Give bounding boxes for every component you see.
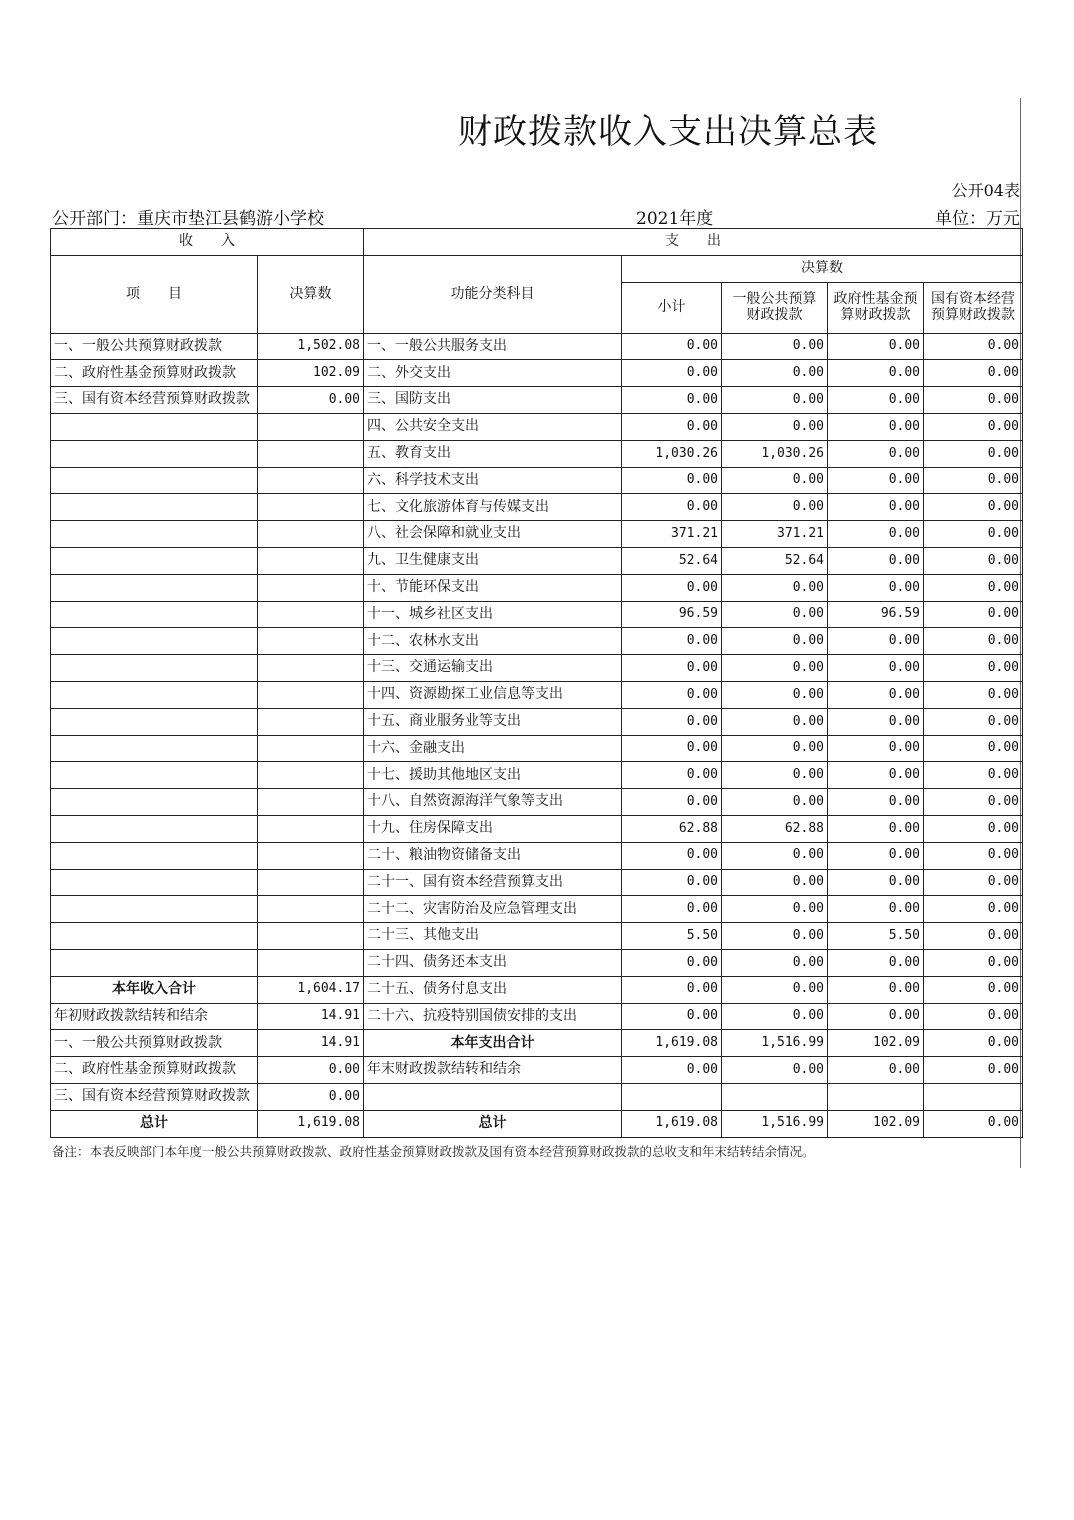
gov-fund-cell: 0.00 (828, 467, 924, 494)
income-amount-cell (258, 681, 364, 708)
subtotal-cell: 0.00 (622, 628, 722, 655)
general-budget-cell: 0.00 (722, 976, 828, 1003)
general-budget-cell: 0.00 (722, 762, 828, 789)
department-label: 公开部门：重庆市垫江县鹤游小学校 (52, 209, 324, 229)
table-row (51, 387, 1023, 414)
income-item-cell: 年初财政拨款结转和结余 (51, 1003, 258, 1030)
general-budget-cell: 0.00 (722, 869, 828, 896)
subtotal-cell: 0.00 (622, 896, 722, 923)
income-amount-cell: 102.09 (258, 360, 364, 387)
general-budget-cell: 0.00 (722, 387, 828, 414)
income-item-cell (51, 521, 258, 548)
state-capital-cell: 0.00 (924, 762, 1023, 789)
expense-item-cell: 四、公共安全支出 (364, 413, 622, 440)
general-budget-cell: 1,030.26 (722, 440, 828, 467)
state-capital-cell: 0.00 (924, 413, 1023, 440)
state-capital-cell: 0.00 (924, 708, 1023, 735)
expense-item-cell: 七、文化旅游体育与传媒支出 (364, 494, 622, 521)
state-capital-cell: 0.00 (924, 815, 1023, 842)
table-row (51, 1110, 1023, 1137)
table-row (51, 762, 1023, 789)
table-code: 公开04表 (951, 181, 1020, 200)
table-row (51, 601, 1023, 628)
gov-fund-cell: 96.59 (828, 601, 924, 628)
state-capital-cell: 0.00 (924, 1030, 1023, 1057)
gov-fund-cell: 0.00 (828, 1003, 924, 1030)
gov-fund-cell: 0.00 (828, 360, 924, 387)
general-budget-cell: 1,516.99 (722, 1110, 828, 1137)
footnote: 备注：本表反映部门本年度一般公共预算财政拨款、政府性基金预算财政拨款及国有资本经营预算财政拨款的总收支和年末结转结余情况。 (52, 1144, 815, 1159)
income-item-cell (51, 467, 258, 494)
income-amount-cell (258, 655, 364, 682)
income-item-cell: 二、政府性基金预算财政拨款 (51, 1057, 258, 1084)
income-amount-cell (258, 521, 364, 548)
income-item-cell (51, 628, 258, 655)
income-item-cell: 三、国有资本经营预算财政拨款 (51, 387, 258, 414)
income-amount-cell (258, 601, 364, 628)
subtotal-cell: 0.00 (622, 413, 722, 440)
income-amount-cell (258, 628, 364, 655)
income-item-cell (51, 923, 258, 950)
expense-item-cell: 九、卫生健康支出 (364, 547, 622, 574)
income-amount-cell (258, 815, 364, 842)
expense-item-cell: 十二、农林水支出 (364, 628, 622, 655)
income-item-cell (51, 735, 258, 762)
gov-fund-cell: 0.00 (828, 521, 924, 548)
state-capital-cell: 0.00 (924, 387, 1023, 414)
gov-fund-cell: 0.00 (828, 494, 924, 521)
gov-fund-cell: 0.00 (828, 413, 924, 440)
subtotal-cell: 0.00 (622, 1003, 722, 1030)
income-item-cell (51, 574, 258, 601)
expense-item-cell: 十三、交通运输支出 (364, 655, 622, 682)
table-row (51, 815, 1023, 842)
expense-item-cell: 五、教育支出 (364, 440, 622, 467)
expense-item-cell: 二十、粮油物资储备支出 (364, 842, 622, 869)
income-item-cell (51, 949, 258, 976)
income-item-cell (51, 494, 258, 521)
income-amount-cell: 14.91 (258, 1003, 364, 1030)
income-item-cell: 总计 (51, 1110, 258, 1137)
item-header: 项 目 (51, 255, 258, 333)
gov-fund-cell: 0.00 (828, 815, 924, 842)
final-amount-header: 决算数 (622, 255, 1023, 282)
income-amount-cell (258, 869, 364, 896)
gov-fund-cell: 0.00 (828, 735, 924, 762)
income-amount-cell: 0.00 (258, 1083, 364, 1110)
general-budget-cell: 0.00 (722, 628, 828, 655)
income-amount-cell (258, 842, 364, 869)
subtotal-cell: 0.00 (622, 574, 722, 601)
income-item-cell (51, 896, 258, 923)
gov-fund-cell: 0.00 (828, 681, 924, 708)
expense-item-cell: 二十一、国有资本经营预算支出 (364, 869, 622, 896)
gov-fund-cell: 102.09 (828, 1030, 924, 1057)
subtotal-cell: 0.00 (622, 1057, 722, 1084)
subtotal-cell: 0.00 (622, 842, 722, 869)
state-capital-cell: 0.00 (924, 440, 1023, 467)
state-capital-cell: 0.00 (924, 976, 1023, 1003)
general-budget-cell: 52.64 (722, 547, 828, 574)
income-amount-cell: 0.00 (258, 387, 364, 414)
general-budget-cell: 0.00 (722, 923, 828, 950)
income-amount-cell (258, 762, 364, 789)
general-budget-cell: 0.00 (722, 655, 828, 682)
income-header: 收 入 (51, 229, 364, 256)
income-amount-cell (258, 574, 364, 601)
gov-fund-cell: 0.00 (828, 842, 924, 869)
income-item-cell (51, 708, 258, 735)
subtotal-header: 小计 (622, 282, 722, 333)
gov-fund-cell: 0.00 (828, 628, 924, 655)
table-row (51, 869, 1023, 896)
gov-fund-cell: 0.00 (828, 333, 924, 360)
income-item-cell (51, 655, 258, 682)
income-amount-cell (258, 735, 364, 762)
expense-item-cell: 八、社会保障和就业支出 (364, 521, 622, 548)
general-budget-cell: 0.00 (722, 467, 828, 494)
state-capital-cell: 0.00 (924, 923, 1023, 950)
subtotal-cell: 0.00 (622, 467, 722, 494)
gov-fund-cell: 0.00 (828, 574, 924, 601)
state-capital-cell: 0.00 (924, 1110, 1023, 1137)
general-budget-header: 一般公共预算财政拨款 (722, 282, 828, 333)
general-budget-cell: 0.00 (722, 494, 828, 521)
gov-fund-cell: 0.00 (828, 976, 924, 1003)
general-budget-cell: 0.00 (722, 601, 828, 628)
expense-item-cell: 三、国防支出 (364, 387, 622, 414)
general-budget-cell: 0.00 (722, 1057, 828, 1084)
income-item-cell (51, 842, 258, 869)
general-budget-cell: 0.00 (722, 681, 828, 708)
func-category-header: 功能分类科目 (364, 255, 622, 333)
income-item-cell (51, 789, 258, 816)
general-budget-cell: 0.00 (722, 413, 828, 440)
subtotal-cell: 96.59 (622, 601, 722, 628)
income-item-cell (51, 440, 258, 467)
income-amount-cell (258, 413, 364, 440)
expense-item-cell: 二十二、灾害防治及应急管理支出 (364, 896, 622, 923)
expense-item-cell: 六、科学技术支出 (364, 467, 622, 494)
expense-item-cell: 二十三、其他支出 (364, 923, 622, 950)
expense-item-cell: 二十六、抗疫特别国债安排的支出 (364, 1003, 622, 1030)
expense-item-cell: 二十四、债务还本支出 (364, 949, 622, 976)
gov-fund-cell: 0.00 (828, 896, 924, 923)
general-budget-cell: 0.00 (722, 708, 828, 735)
general-budget-cell: 0.00 (722, 735, 828, 762)
state-capital-cell: 0.00 (924, 655, 1023, 682)
subtotal-cell: 1,619.08 (622, 1030, 722, 1057)
gov-fund-cell: 0.00 (828, 1057, 924, 1084)
expense-item-cell: 二、外交支出 (364, 360, 622, 387)
income-amount-cell (258, 547, 364, 574)
table-row (51, 1057, 1023, 1084)
expense-item-cell: 十九、住房保障支出 (364, 815, 622, 842)
expense-item-cell: 十六、金融支出 (364, 735, 622, 762)
general-budget-cell: 0.00 (722, 1003, 828, 1030)
table-row (51, 735, 1023, 762)
income-amount-cell (258, 949, 364, 976)
subtotal-cell: 0.00 (622, 387, 722, 414)
amount-header: 决算数 (258, 255, 364, 333)
income-item-cell: 二、政府性基金预算财政拨款 (51, 360, 258, 387)
subtotal-cell: 0.00 (622, 494, 722, 521)
subtotal-cell: 0.00 (622, 655, 722, 682)
state-capital-cell: 0.00 (924, 601, 1023, 628)
gov-fund-cell: 0.00 (828, 655, 924, 682)
state-capital-cell: 0.00 (924, 1057, 1023, 1084)
subtotal-cell: 0.00 (622, 789, 722, 816)
general-budget-cell: 0.00 (722, 842, 828, 869)
state-capital-header: 国有资本经营预算财政拨款 (924, 282, 1023, 333)
table-row (51, 547, 1023, 574)
income-item-cell: 三、国有资本经营预算财政拨款 (51, 1083, 258, 1110)
subtotal-cell: 0.00 (622, 762, 722, 789)
table-row (51, 574, 1023, 601)
table-row (51, 949, 1023, 976)
subtotal-cell: 0.00 (622, 869, 722, 896)
general-budget-cell: 1,516.99 (722, 1030, 828, 1057)
table-row (51, 413, 1023, 440)
gov-fund-cell: 102.09 (828, 1110, 924, 1137)
table-row (51, 521, 1023, 548)
gov-fund-cell: 0.00 (828, 869, 924, 896)
table-row (51, 628, 1023, 655)
state-capital-cell: 0.00 (924, 333, 1023, 360)
table-row (51, 896, 1023, 923)
table-row (51, 1030, 1023, 1057)
income-item-cell (51, 601, 258, 628)
general-budget-cell: 0.00 (722, 360, 828, 387)
expense-item-cell (364, 1083, 622, 1110)
gov-fund-cell: 0.00 (828, 387, 924, 414)
state-capital-cell: 0.00 (924, 789, 1023, 816)
table-row (51, 440, 1023, 467)
state-capital-cell: 0.00 (924, 842, 1023, 869)
expense-item-cell: 总计 (364, 1110, 622, 1137)
state-capital-cell: 0.00 (924, 1003, 1023, 1030)
subtotal-cell: 0.00 (622, 681, 722, 708)
subtotal-cell: 0.00 (622, 976, 722, 1003)
subtotal-cell: 52.64 (622, 547, 722, 574)
income-item-cell: 一、一般公共预算财政拨款 (51, 1030, 258, 1057)
income-amount-cell (258, 789, 364, 816)
income-item-cell (51, 762, 258, 789)
income-item-cell (51, 815, 258, 842)
table-row (51, 789, 1023, 816)
general-budget-cell: 0.00 (722, 574, 828, 601)
state-capital-cell: 0.00 (924, 360, 1023, 387)
general-budget-cell (722, 1083, 828, 1110)
state-capital-cell: 0.00 (924, 547, 1023, 574)
expense-item-cell: 十四、资源勘探工业信息等支出 (364, 681, 622, 708)
page-title: 财政拨款收入支出决算总表 (458, 112, 878, 152)
state-capital-cell: 0.00 (924, 869, 1023, 896)
income-item-cell: 一、一般公共预算财政拨款 (51, 333, 258, 360)
gov-fund-cell: 5.50 (828, 923, 924, 950)
state-capital-cell: 0.00 (924, 628, 1023, 655)
general-budget-cell: 0.00 (722, 333, 828, 360)
income-item-cell: 本年收入合计 (51, 976, 258, 1003)
expense-item-cell: 年末财政拨款结转和结余 (364, 1057, 622, 1084)
general-budget-cell: 371.21 (722, 521, 828, 548)
expense-item-cell: 十一、城乡社区支出 (364, 601, 622, 628)
subtotal-cell: 0.00 (622, 708, 722, 735)
income-item-cell (51, 547, 258, 574)
table-row (51, 360, 1023, 387)
income-amount-cell (258, 896, 364, 923)
income-amount-cell (258, 708, 364, 735)
budget-table (50, 228, 1023, 1138)
income-item-cell (51, 869, 258, 896)
income-item-cell (51, 681, 258, 708)
expense-item-cell: 十七、援助其他地区支出 (364, 762, 622, 789)
income-amount-cell: 1,604.17 (258, 976, 364, 1003)
table-row (51, 655, 1023, 682)
subtotal-cell: 0.00 (622, 360, 722, 387)
gov-fund-cell: 0.00 (828, 440, 924, 467)
state-capital-cell: 0.00 (924, 574, 1023, 601)
gov-fund-cell: 0.00 (828, 547, 924, 574)
table-row (51, 467, 1023, 494)
subtotal-cell: 371.21 (622, 521, 722, 548)
expense-item-cell: 二十五、债务付息支出 (364, 976, 622, 1003)
general-budget-cell: 0.00 (722, 949, 828, 976)
table-body (51, 333, 1023, 1137)
table-row (51, 842, 1023, 869)
table-row (51, 923, 1023, 950)
expense-item-cell: 本年支出合计 (364, 1030, 622, 1057)
state-capital-cell: 0.00 (924, 735, 1023, 762)
expense-item-cell: 十八、自然资源海洋气象等支出 (364, 789, 622, 816)
state-capital-cell: 0.00 (924, 681, 1023, 708)
table-row (51, 708, 1023, 735)
general-budget-cell: 62.88 (722, 815, 828, 842)
expense-header: 支 出 (364, 229, 1023, 256)
subtotal-cell: 1,619.08 (622, 1110, 722, 1137)
gov-fund-header: 政府性基金预算财政拨款 (828, 282, 924, 333)
year-label: 2021年度 (636, 209, 714, 229)
gov-fund-cell: 0.00 (828, 762, 924, 789)
subtotal-cell (622, 1083, 722, 1110)
table-row (51, 1083, 1023, 1110)
income-amount-cell: 1,619.08 (258, 1110, 364, 1137)
state-capital-cell: 0.00 (924, 896, 1023, 923)
table-row (51, 681, 1023, 708)
state-capital-cell: 0.00 (924, 521, 1023, 548)
gov-fund-cell: 0.00 (828, 789, 924, 816)
unit-label: 单位：万元 (935, 209, 1020, 229)
income-amount-cell: 0.00 (258, 1057, 364, 1084)
state-capital-cell: 0.00 (924, 494, 1023, 521)
state-capital-cell (924, 1083, 1023, 1110)
general-budget-cell: 0.00 (722, 789, 828, 816)
subtotal-cell: 5.50 (622, 923, 722, 950)
general-budget-cell: 0.00 (722, 896, 828, 923)
subtotal-cell: 1,030.26 (622, 440, 722, 467)
table-row (51, 494, 1023, 521)
subtotal-cell: 0.00 (622, 949, 722, 976)
state-capital-cell: 0.00 (924, 949, 1023, 976)
income-amount-cell (258, 467, 364, 494)
expense-item-cell: 一、一般公共服务支出 (364, 333, 622, 360)
gov-fund-cell: 0.00 (828, 949, 924, 976)
subtotal-cell: 62.88 (622, 815, 722, 842)
income-amount-cell (258, 440, 364, 467)
income-item-cell (51, 413, 258, 440)
income-amount-cell (258, 494, 364, 521)
subtotal-cell: 0.00 (622, 735, 722, 762)
income-amount-cell (258, 923, 364, 950)
expense-item-cell: 十五、商业服务业等支出 (364, 708, 622, 735)
gov-fund-cell (828, 1083, 924, 1110)
gov-fund-cell: 0.00 (828, 708, 924, 735)
table-row (51, 1003, 1023, 1030)
table-row (51, 976, 1023, 1003)
state-capital-cell: 0.00 (924, 467, 1023, 494)
income-amount-cell: 14.91 (258, 1030, 364, 1057)
table-row (51, 333, 1023, 360)
expense-item-cell: 十、节能环保支出 (364, 574, 622, 601)
income-amount-cell: 1,502.08 (258, 333, 364, 360)
subtotal-cell: 0.00 (622, 333, 722, 360)
